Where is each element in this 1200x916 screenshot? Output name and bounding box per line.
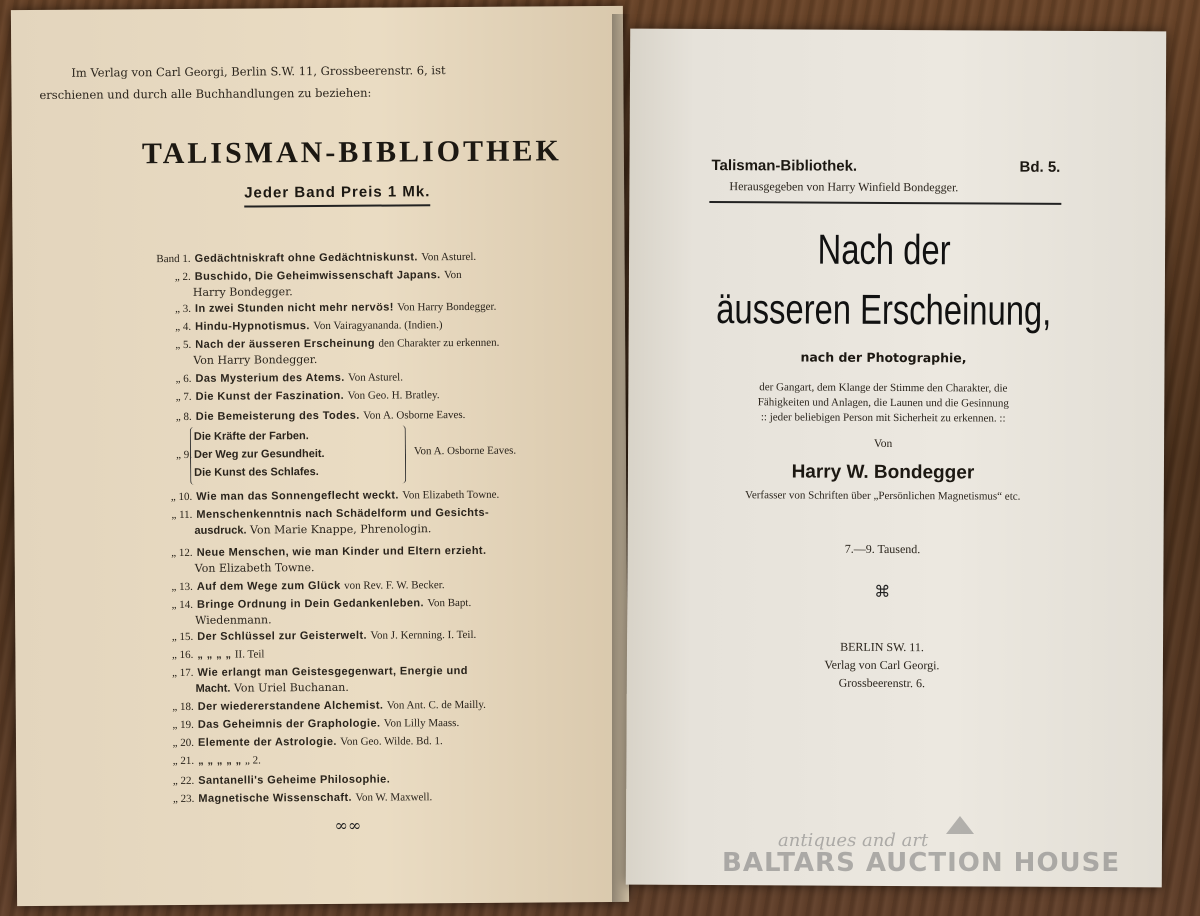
book-title: Das Geheimnis der Graphologie. xyxy=(197,717,381,731)
publisher-place: BERLIN SW. 11. xyxy=(840,639,924,655)
book-author: Von Bapt. xyxy=(427,596,472,610)
book-title: Buschido, Die Geheimwissenschaft Japans. xyxy=(194,269,441,283)
series-title: TALISMAN-BIBLIOTHEK xyxy=(141,134,562,171)
book-author-continuation: Von Elizabeth Towne. xyxy=(194,561,315,575)
book-title: Elemente der Astrologie. xyxy=(197,735,337,749)
price-line: Jeder Band Preis 1 Mk. xyxy=(244,183,430,207)
book-number: Band 1. xyxy=(156,252,191,266)
series-name: Talisman-Bibliothek. xyxy=(711,157,858,175)
description-line-3: :: jeder beliebigen Person mit Sicherheit zu erkennen. :: xyxy=(760,411,1006,425)
book-number: „ 10. xyxy=(170,490,193,504)
book-number: „ 4. xyxy=(175,320,192,334)
book-author: Von Vairagyananda. (Indien.) xyxy=(313,319,443,333)
book-item-8 xyxy=(134,406,600,425)
book-number: „ 13. xyxy=(171,580,193,594)
book-item-18 xyxy=(136,696,602,715)
book-number: „ 23. xyxy=(172,792,195,806)
crown-icon xyxy=(946,816,974,834)
ornament-icon: ⌘ xyxy=(874,581,891,601)
book-title: Die Bemeisterung des Todes. xyxy=(195,409,360,423)
book-item-15 xyxy=(135,626,601,645)
book-title: „ „ „ „ xyxy=(197,648,232,661)
volume-number: Bd. 5. xyxy=(1019,158,1061,176)
book-title: „ „ „ „ „ xyxy=(198,754,242,767)
book-author: von Rev. F. W. Becker. xyxy=(344,579,445,592)
book-title-continuation: ausdruck. xyxy=(194,524,247,537)
left-page xyxy=(11,6,629,906)
title-line-2: äusseren Erscheinung, xyxy=(716,285,1052,334)
book-continuation xyxy=(196,678,606,697)
book-title: Wie man das Sonnengeflecht weckt. xyxy=(196,489,399,503)
book-number: „ 6. xyxy=(175,372,192,386)
book-number: „ 21. xyxy=(172,754,195,768)
book-number: „ 20. xyxy=(172,736,195,750)
edition: 7.—9. Tausend. xyxy=(844,541,921,557)
book-item-19 xyxy=(136,714,602,733)
book-number: „ 19. xyxy=(172,718,194,732)
book-number: „ 7. xyxy=(175,390,192,404)
book-number: „ 5. xyxy=(175,338,192,352)
book-number: „ 8. xyxy=(175,410,192,424)
header-rule xyxy=(709,201,1061,205)
subtitle: nach der Photographie, xyxy=(800,349,967,366)
book-item-6 xyxy=(133,368,599,387)
book-item-22 xyxy=(136,770,602,789)
editor-line: Herausgegeben von Harry Winfield Bondegger. xyxy=(729,179,959,195)
book-author: Von W. Maxwell. xyxy=(355,791,433,804)
book-author-continuation: Von Harry Bondegger. xyxy=(193,353,318,367)
book-author: Von A. Osborne Eaves. xyxy=(363,408,466,422)
book-title: Gedächtniskraft ohne Gedächtniskunst. xyxy=(194,251,418,265)
book-title: Hindu-Hypnotismus. xyxy=(195,320,310,333)
band9-title-3: Die Kunst des Schlafes. xyxy=(194,466,319,479)
book-item-21 xyxy=(136,750,602,769)
book-continuation xyxy=(195,558,605,577)
author-note: Verfasser von Schriften über „Persönlichen Magnetismus“ etc. xyxy=(745,489,1021,503)
book-title: Neue Menschen, wie man Kinder und Eltern erzieht. xyxy=(196,544,487,559)
book-number: „ 15. xyxy=(171,630,194,644)
book-number: „ 11. xyxy=(171,508,193,522)
publisher-name: Verlag von Carl Georgi. xyxy=(824,657,940,673)
description-line-1: der Gangart, dem Klange der Stimme den Charakter, die xyxy=(759,381,1008,395)
book-item-20 xyxy=(136,732,602,751)
book-title: Nach der äusseren Erscheinung xyxy=(195,337,375,351)
description-line-2: Fähigkeiten und Anlagen, die Launen und die Gesinnung xyxy=(757,396,1009,410)
book-author: Von Ant. C. de Mailly. xyxy=(386,698,486,712)
book-title: Die Kunst der Faszination. xyxy=(195,389,345,403)
right-page xyxy=(626,29,1166,888)
book-author: Von Asturel. xyxy=(421,250,477,264)
book-item-7 xyxy=(134,386,600,405)
book-author: den Charakter zu erkennen. xyxy=(378,336,500,350)
book-number: „ 22. xyxy=(172,774,195,788)
book-author: Von Geo. Wilde. Bd. 1. xyxy=(340,735,443,748)
book-title: Der wiedererstandene Alchemist. xyxy=(197,699,384,713)
book-author: II. Teil xyxy=(234,648,265,661)
book-item-13 xyxy=(135,576,601,595)
book-title: Wie erlangt man Geistesgegenwart, Energie und xyxy=(197,664,468,679)
book-title: Auf dem Wege zum Glück xyxy=(196,579,341,593)
book-number: „ 2. xyxy=(174,270,191,284)
book-author: Von Asturel. xyxy=(348,371,404,384)
book-title: In zwei Stunden nicht mehr nervös! xyxy=(194,301,394,315)
book-item-16 xyxy=(135,644,601,663)
book-title: Bringe Ordnung in Dein Gedankenleben. xyxy=(196,597,424,611)
book-item-4 xyxy=(133,316,599,335)
book-author: Von J. Kernning. I. Teil. xyxy=(370,628,477,642)
book-number: „ 17. xyxy=(172,666,194,680)
book-number: „ 12. xyxy=(171,546,193,560)
book-author: Von Lilly Maass. xyxy=(383,717,460,730)
book-continuation xyxy=(194,520,604,539)
book-author: Von xyxy=(444,269,462,282)
book-item-23 xyxy=(136,788,602,807)
watermark-line-2: BALTARS AUCTION HOUSE xyxy=(722,848,1121,878)
book-item-1 xyxy=(133,248,599,267)
book-number: „ 16. xyxy=(171,648,194,662)
book-number: „ 3. xyxy=(175,302,192,316)
intro-line-1: Im Verlag von Carl Georgi, Berlin S.W. 11, Grossbeerenstr. 6, ist xyxy=(71,63,446,80)
book-author-continuation: Von Marie Knappe, Phrenologin. xyxy=(249,522,432,537)
book-title-continuation: Macht. xyxy=(195,682,231,695)
book-title: Magnetische Wissenschaft. xyxy=(198,791,352,805)
book-number: „ 9. xyxy=(176,448,193,462)
band9-author: Von A. Osborne Eaves. xyxy=(413,444,517,458)
book-author: Von Elizabeth Towne. xyxy=(402,488,500,502)
book-title: Das Mysterium des Atems. xyxy=(195,371,345,385)
book-item-10 xyxy=(134,486,600,505)
publisher-address: Grossbeerenstr. 6. xyxy=(838,675,926,691)
book-author-continuation: Wiedenmann. xyxy=(195,613,272,627)
title-line-1: Nach der xyxy=(817,225,951,274)
watermark-line-1: antiques and art xyxy=(778,830,929,851)
book-author: Von Harry Bondegger. xyxy=(397,300,497,314)
band9-title-1: Die Kräfte der Farben. xyxy=(193,430,309,443)
intro-line-2: erschienen und durch alle Buchhandlungen zu beziehen: xyxy=(39,85,372,102)
ornament-icon: ∞∞ xyxy=(334,815,362,835)
book-number: „ 14. xyxy=(171,598,194,612)
book-author-continuation: Von Uriel Buchanan. xyxy=(233,680,349,695)
by-line: Von xyxy=(873,437,893,450)
book-title: Menschenkenntnis nach Schädelform und Gesichts- xyxy=(196,506,490,521)
book-item-3 xyxy=(133,298,599,317)
band9-title-2: Der Weg zur Gesundheit. xyxy=(193,447,325,461)
book-author: „ 2. xyxy=(244,754,261,767)
book-continuation xyxy=(193,350,603,369)
book-number: „ 18. xyxy=(172,700,194,714)
book-author: Von Geo. H. Bratley. xyxy=(347,389,440,402)
book-title: Santanelli's Geheime Philosophie. xyxy=(198,773,391,787)
book-title: Der Schlüssel zur Geisterwelt. xyxy=(197,629,368,643)
author-name: Harry W. Bondegger xyxy=(791,461,975,484)
book-author-continuation: Harry Bondegger. xyxy=(192,285,293,299)
